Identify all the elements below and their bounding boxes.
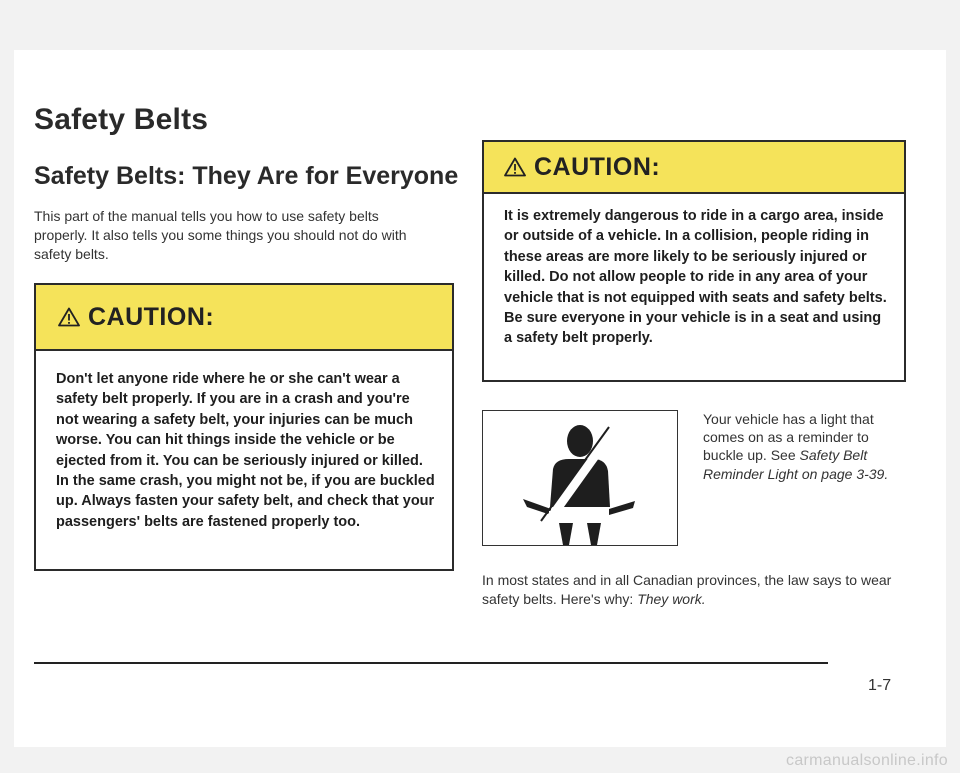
reminder-text: Your vehicle has a light that comes on as a reminder to buckle up. See: [703, 411, 874, 464]
seatbelt-reminder-icon: [483, 411, 679, 547]
reminder-page-reference: Safety Belt Reminder Light on page 3-39.: [703, 447, 889, 482]
section-title: Safety Belts: [34, 103, 209, 136]
caution-label: CAUTION:: [534, 152, 661, 181]
law-text: In most states and in all Canadian provinces, the law says to wear safety belts. Here's why:: [482, 572, 892, 607]
watermark: carmanualsonline.info: [786, 752, 948, 769]
warning-triangle-icon: [504, 157, 526, 177]
seatbelt-reminder-figure: [482, 410, 678, 546]
caution-box-left: [34, 283, 454, 571]
caution-body: It is extremely dangerous to ride in a cargo area, inside or outside of a vehicle. In a collision, people riding in these areas are more likely to be seriously injured or killed. Do not allow people to ride in any area of your vehicle that is not equipped with seats and safety belts. Be sure everyone in your vehicle is in a seat and using a safety belt properly.: [504, 208, 887, 347]
caution-header: [484, 142, 904, 194]
caution-box-right: [482, 140, 906, 382]
warning-triangle-icon: [58, 307, 80, 327]
footer-rule: [34, 662, 828, 664]
caution-label: CAUTION:: [88, 302, 215, 331]
caution-header: [36, 285, 452, 351]
caution-body: Don't let anyone ride where he or she can't wear a safety belt properly. If you are in a crash and you're not wearing a safety belt, your injuries can be much worse. You can hit things inside the vehicle or be ejected from it. You can be seriously injured or killed. In the same crash, you might not be, if you are buckled up. Always fasten your safety belt, and check that your passengers' belts are fastened properly too.: [56, 371, 435, 530]
law-emphasis: They work.: [637, 591, 706, 607]
subsection-title: Safety Belts: They Are for Everyone: [34, 162, 459, 190]
page-number: 1-7: [868, 677, 892, 694]
intro-paragraph: This part of the manual tells you how to use safety belts properly. It also tells you some things you should not do with safety belts.: [34, 208, 407, 262]
reminder-paragraph: [703, 410, 913, 483]
law-paragraph: [482, 571, 902, 609]
